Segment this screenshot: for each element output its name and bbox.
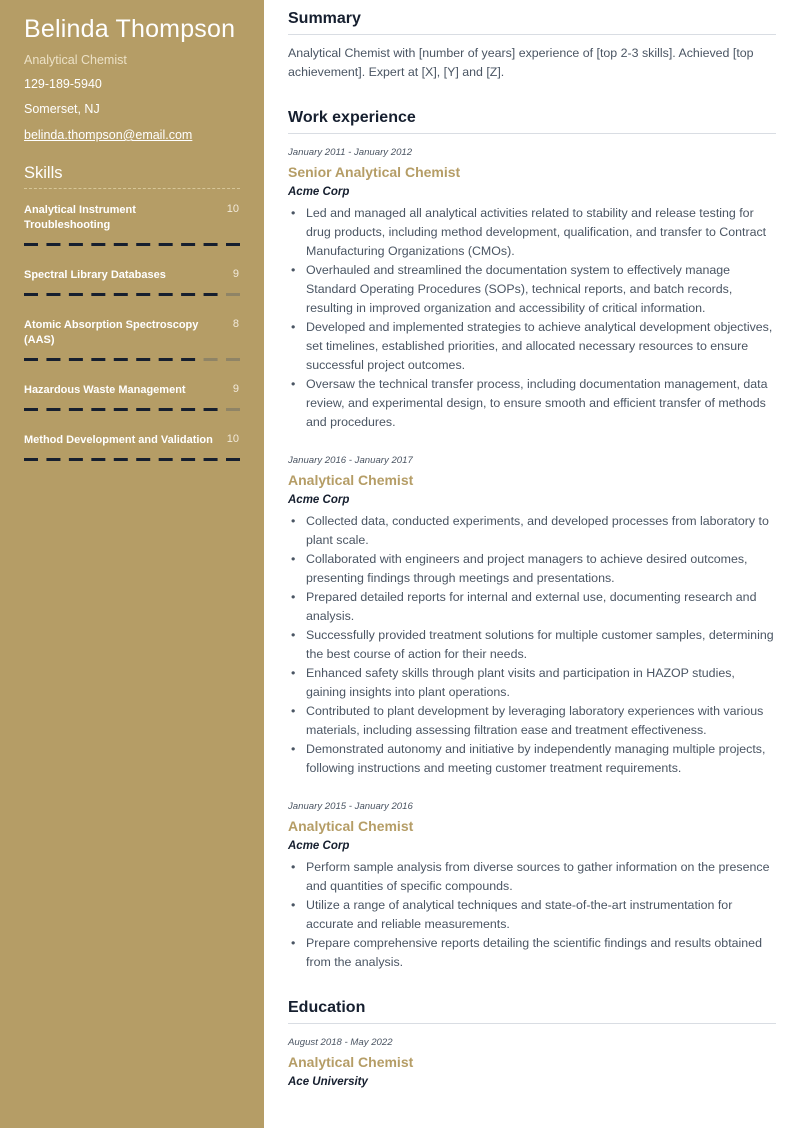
rating-segment-filled (91, 408, 105, 411)
education-date: August 2018 - May 2022 (288, 1037, 393, 1048)
job-title: Analytical Chemist (288, 472, 414, 488)
skill-name: Hazardous Waste Management (24, 384, 186, 396)
rating-segment-filled (46, 408, 60, 411)
skill-item (24, 433, 240, 466)
rating-segment-filled (181, 458, 195, 461)
rating-segment-filled (181, 293, 195, 296)
rating-segment-filled (136, 293, 150, 296)
job-title: Senior Analytical Chemist (288, 164, 461, 180)
rating-segment-filled (69, 408, 83, 411)
job-bullets (288, 858, 776, 972)
rating-segment-filled (204, 293, 218, 296)
rating-segment-filled (24, 358, 38, 361)
rating-segment-filled (91, 358, 105, 361)
job-date: January 2015 - January 2016 (288, 801, 413, 812)
main-content (288, 0, 776, 1088)
skill-item (24, 268, 240, 301)
rating-segment-filled (226, 243, 240, 246)
skill-level: 9 (232, 383, 239, 395)
rating-segment-filled (24, 243, 38, 246)
rating-segment-filled (159, 243, 173, 246)
rating-segment-filled (46, 293, 60, 296)
candidate-name: Belinda Thompson (24, 15, 236, 43)
rating-segment-filled (114, 408, 128, 411)
education-school: Ace University (288, 1076, 368, 1088)
job-bullet: • Perform sample analysis from diverse sources to gather information on the presence and quantities of specific compounds. (288, 858, 776, 896)
job-entry (288, 147, 776, 432)
job-bullet: • Demonstrated autonomy and initiative by independently managing multiple projects, following instructions and meeting customer treatment requirements. (288, 740, 776, 778)
job-bullet: • Oversaw the technical transfer process, including documentation management, data review, and experimental design, to ensure smooth and efficient transfer of methods and procedures. (288, 375, 776, 432)
job-bullet: • Enhanced safety skills through plant visits and participation in HAZOP studies, gaining insights into plant operations. (288, 664, 776, 702)
rating-segment-filled (91, 243, 105, 246)
job-bullet: • Overhauled and streamlined the documentation system to effectively manage Standard Operating Procedures (SOPs), technical reports, and batch records, resulting in improved organization and accessibility of critical information. (288, 261, 776, 318)
rating-segment-filled (46, 358, 60, 361)
rating-segment-filled (69, 243, 83, 246)
job-bullets (288, 512, 776, 778)
skill-item (24, 318, 240, 366)
skill-rating-bar (24, 408, 240, 411)
sidebar (0, 0, 264, 1128)
rating-segment-empty (226, 358, 240, 361)
skill-rating-bar (24, 358, 240, 361)
rating-segment-filled (159, 458, 173, 461)
rating-segment-filled (159, 408, 173, 411)
job-bullet: • Prepare comprehensive reports detailing the scientific findings and results obtained from the analysis. (288, 934, 776, 972)
job-bullet: • Led and managed all analytical activities related to stability and release testing for drug products, including method development, qualification, and transfer to Contract Manufacturing Organizations (CMOs). (288, 204, 776, 261)
rating-segment-filled (136, 358, 150, 361)
job-bullet: • Collected data, conducted experiments, and developed processes from laboratory to plant scale. (288, 512, 776, 550)
rating-segment-filled (69, 358, 83, 361)
experience-section (288, 109, 776, 972)
rating-segment-filled (114, 243, 128, 246)
rating-segment-filled (24, 458, 38, 461)
rating-segment-filled (159, 358, 173, 361)
rating-segment-filled (226, 458, 240, 461)
rating-segment-empty (204, 358, 218, 361)
rating-segment-filled (204, 458, 218, 461)
rating-segment-filled (204, 408, 218, 411)
skill-level: 10 (226, 203, 239, 215)
summary-heading: Summary (288, 10, 776, 35)
rating-segment-filled (69, 293, 83, 296)
job-bullet: • Developed and implemented strategies to achieve analytical development objectives, set timelines, established priorities, and allocated necessary resources to ensure successful project outcomes. (288, 318, 776, 375)
education-heading: Education (288, 999, 776, 1024)
job-bullet: • Successfully provided treatment solutions for multiple customer samples, determining the best course of action for their needs. (288, 626, 776, 664)
experience-heading: Work experience (288, 109, 776, 134)
skill-rating-bar (24, 293, 240, 296)
rating-segment-filled (91, 458, 105, 461)
rating-segment-filled (114, 458, 128, 461)
job-bullet: • Collaborated with engineers and project managers to achieve desired outcomes, presenting findings through meetings and presentations. (288, 550, 776, 588)
job-bullet: • Utilize a range of analytical techniques and state-of-the-art instrumentation for accurate and reliable measurements. (288, 896, 776, 934)
candidate-title: Analytical Chemist (24, 53, 127, 67)
skill-name: Method Development and Validation (24, 434, 213, 446)
job-company: Acme Corp (288, 840, 350, 852)
summary-section (288, 10, 776, 82)
rating-segment-filled (46, 243, 60, 246)
skill-level: 8 (232, 318, 239, 330)
skills-heading: Skills (24, 164, 240, 189)
rating-segment-filled (114, 293, 128, 296)
rating-segment-filled (136, 408, 150, 411)
education-section (288, 999, 776, 1088)
skill-rating-bar (24, 458, 240, 461)
skill-level: 9 (232, 268, 239, 280)
summary-text: Analytical Chemist with [number of years] experience of [top 2-3 skills]. Achieved [top achievement]. Expert at [X], [Y] and [Z]. (288, 46, 754, 79)
rating-segment-filled (136, 458, 150, 461)
rating-segment-filled (91, 293, 105, 296)
job-entry (288, 455, 776, 778)
skill-item (24, 383, 240, 416)
location: Somerset, NJ (24, 102, 100, 116)
job-company: Acme Corp (288, 494, 350, 506)
job-date: January 2016 - January 2017 (288, 455, 413, 466)
phone-number: 129-189-5940 (24, 77, 102, 91)
skill-item (24, 203, 240, 251)
job-title: Analytical Chemist (288, 818, 414, 834)
rating-segment-filled (46, 458, 60, 461)
job-bullets (288, 204, 776, 432)
job-date: January 2011 - January 2012 (288, 147, 413, 158)
job-entry (288, 801, 776, 972)
rating-segment-filled (181, 243, 195, 246)
rating-segment-filled (69, 458, 83, 461)
skill-name: Analytical Instrument Troubleshooting (24, 204, 136, 231)
rating-segment-filled (181, 358, 195, 361)
skill-name: Atomic Absorption Spectroscopy (AAS) (24, 319, 199, 346)
education-entry (288, 1037, 776, 1088)
skill-name: Spectral Library Databases (24, 269, 166, 281)
skill-level: 10 (226, 433, 239, 445)
education-degree: Analytical Chemist (288, 1054, 414, 1070)
rating-segment-filled (136, 243, 150, 246)
skill-rating-bar (24, 243, 240, 246)
rating-segment-empty (226, 408, 240, 411)
rating-segment-filled (114, 358, 128, 361)
job-company: Acme Corp (288, 186, 350, 198)
rating-segment-empty (226, 293, 240, 296)
rating-segment-filled (24, 293, 38, 296)
job-bullet: • Contributed to plant development by leveraging laboratory experiences with various materials, including assessing filtration ease and treatment effectiveness. (288, 702, 776, 740)
rating-segment-filled (204, 243, 218, 246)
email-link[interactable]: belinda.thompson@email.com (24, 128, 193, 142)
job-bullet: • Prepared detailed reports for internal and external use, documenting research and analysis. (288, 588, 776, 626)
rating-segment-filled (159, 293, 173, 296)
rating-segment-filled (181, 408, 195, 411)
rating-segment-filled (24, 408, 38, 411)
